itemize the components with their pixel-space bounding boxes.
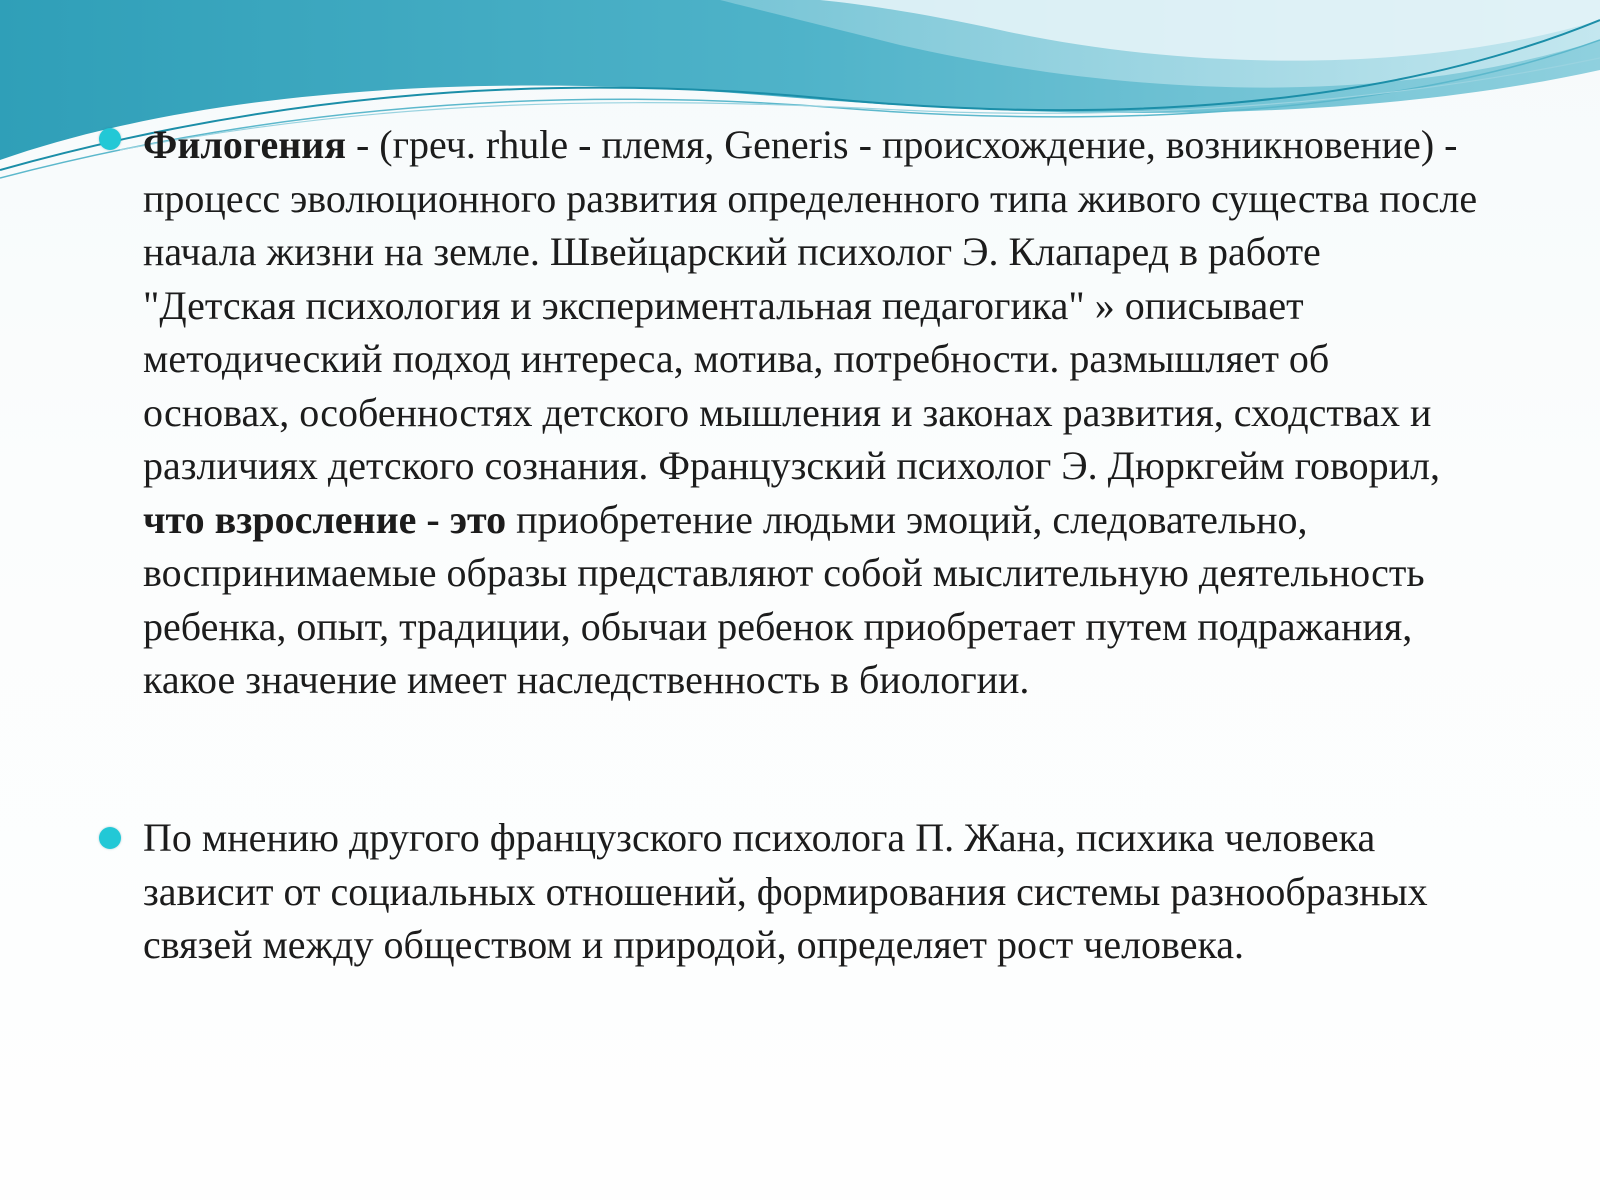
bullet-text-segment: - (греч. rhule - племя, Generis - происхождение, возникновение) - процесс эволюционного развития определенного типа живого существа после начала жизни на земле. Швейцарский психолог Э. Клапаред в работе "Детская психология и экспериментальная педагогика" » описывает методический подход интереса, мотива, потребности. размышляет об основах, особенностях детского мышления и законах развития, сходствах и различиях детского сознания. Французский психолог Э. Дюркгейм говорил, — [143, 122, 1478, 488]
term-heading: Филогения — [143, 122, 346, 167]
teal-dot-icon — [99, 827, 121, 849]
bullet-text-1 — [143, 118, 1483, 707]
bullet-text-segment: По мнению другого французского психолога П. Жана, психика человека зависит от социальных отношений, формирования системы разнообразных связей между обществом и природой, определяет рост человека. — [143, 815, 1428, 967]
teal-dot-icon — [99, 128, 121, 150]
bullet-text-segment: приобретение людьми эмоций, следовательно, воспринимаемые образы представляют собой мыслительную деятельность ребенка, опыт, традиции, обычаи ребенок приобретает путем подражания, какое значение имеет наследственность в биологии. — [143, 496, 1425, 702]
bullet-text-2 — [143, 811, 1483, 972]
emphasis-text: что взросление - это — [143, 496, 507, 542]
